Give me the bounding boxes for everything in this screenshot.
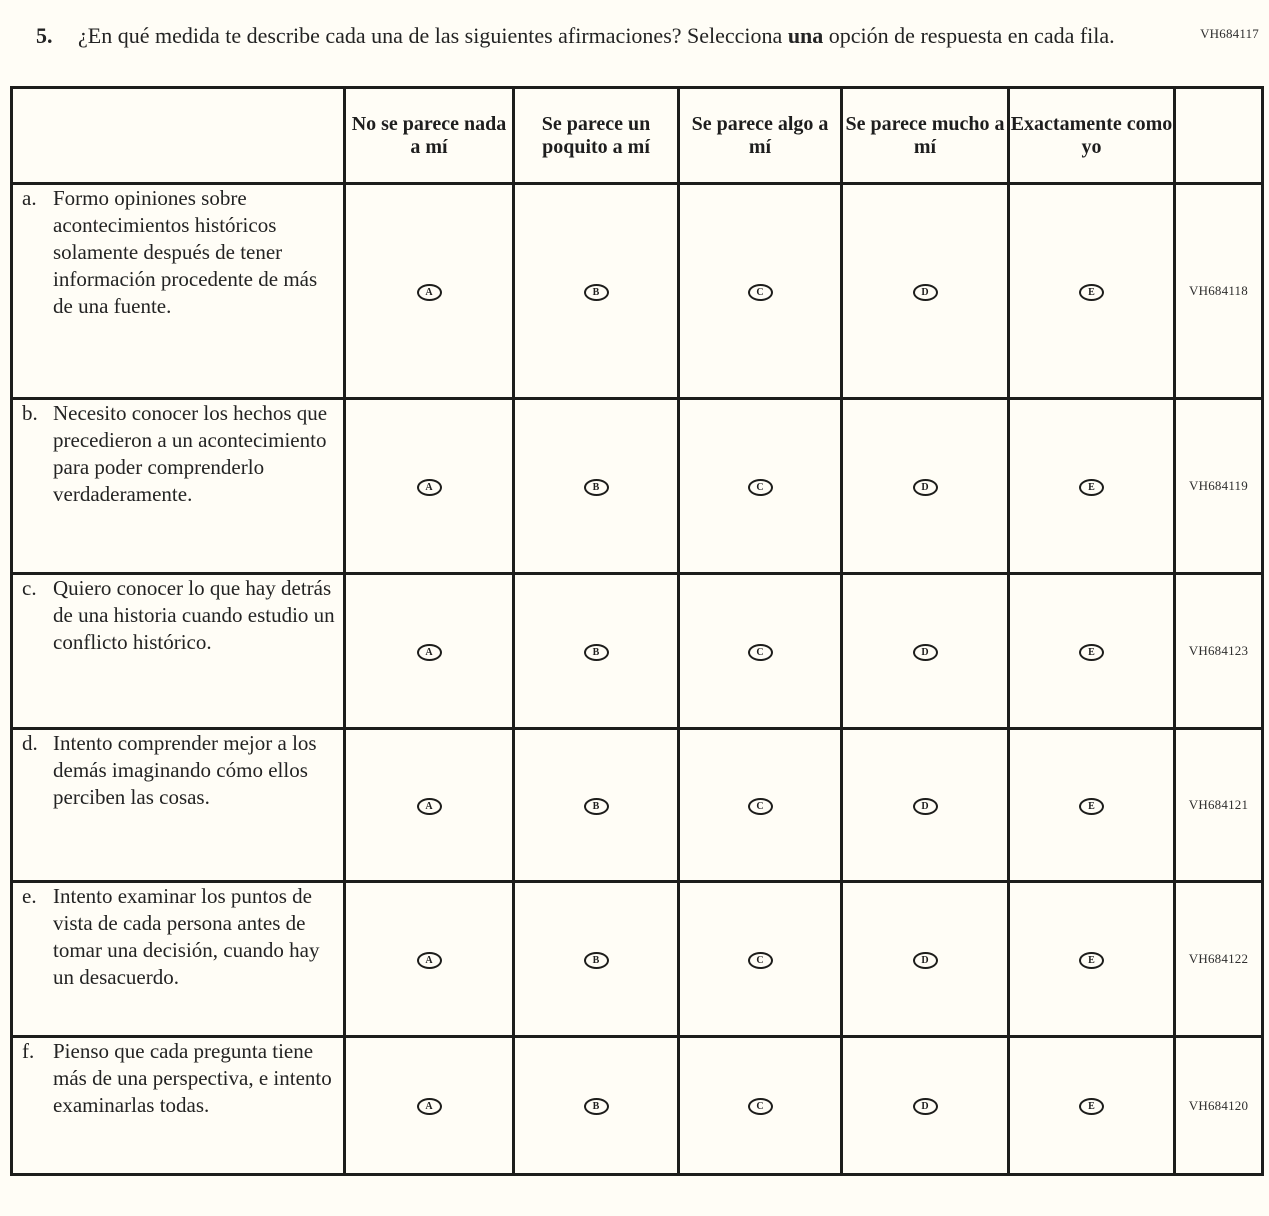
option-cell-a (345, 729, 514, 882)
option-bubble-c[interactable]: C (748, 284, 773, 301)
option-bubble-d[interactable]: D (913, 479, 938, 496)
option-bubble-d[interactable]: D (913, 952, 938, 969)
table-row-a (12, 184, 1263, 399)
option-cell-c (679, 399, 842, 574)
item-code: VH684118 (1175, 184, 1263, 399)
question-block (36, 22, 1136, 49)
statement-text: Necesito conocer los hechos que precedieron a un acontecimiento para poder comprenderlo verdaderamente. (53, 401, 328, 506)
option-cell-d (842, 399, 1009, 574)
option-bubble-b[interactable]: B (584, 1098, 609, 1115)
option-cell-d (842, 574, 1009, 729)
option-bubble-b[interactable]: B (584, 952, 609, 969)
option-bubble-e[interactable]: E (1079, 479, 1104, 496)
option-bubble-b[interactable]: B (584, 479, 609, 496)
header-row (12, 88, 1263, 184)
option-cell-a (345, 882, 514, 1037)
row-letter: c. (22, 576, 37, 600)
option-cell-e (1009, 574, 1175, 729)
question-bold-word: una (787, 23, 824, 48)
table-row-b (12, 399, 1263, 574)
likert-matrix-table (10, 86, 1264, 1176)
option-bubble-b[interactable]: B (584, 644, 609, 661)
option-cell-b (514, 574, 679, 729)
statement-cell (12, 729, 345, 882)
table-row-d (12, 729, 1263, 882)
option-bubble-e[interactable]: E (1079, 798, 1104, 815)
column-header-not-like-me: No se parece nada a mí (345, 88, 514, 184)
option-bubble-c[interactable]: C (748, 644, 773, 661)
option-bubble-e[interactable]: E (1079, 952, 1104, 969)
question-text-after: opción de respuesta en cada fila. (823, 23, 1115, 48)
option-cell-d (842, 729, 1009, 882)
option-bubble-e[interactable]: E (1079, 284, 1104, 301)
header-code-cell (1175, 88, 1263, 184)
option-cell-a (345, 1037, 514, 1175)
statement-text: Pienso que cada pregunta tiene más de una perspectiva, e intento examinarlas todas. (53, 1039, 332, 1117)
option-bubble-a[interactable]: A (417, 798, 442, 815)
option-cell-b (514, 1037, 679, 1175)
question-number: 5. (36, 23, 53, 48)
option-bubble-e[interactable]: E (1079, 644, 1104, 661)
option-bubble-c[interactable]: C (748, 798, 773, 815)
option-cell-b (514, 882, 679, 1037)
row-letter: a. (22, 186, 37, 210)
statement-cell (12, 1037, 345, 1175)
option-cell-d (842, 184, 1009, 399)
option-cell-e (1009, 882, 1175, 1037)
option-cell-c (679, 729, 842, 882)
option-cell-c (679, 574, 842, 729)
option-bubble-b[interactable]: B (584, 284, 609, 301)
option-bubble-a[interactable]: A (417, 284, 442, 301)
option-bubble-d[interactable]: D (913, 798, 938, 815)
statement-text: Intento comprender mejor a los demás imaginando cómo ellos perciben las cosas. (53, 731, 317, 809)
statement-cell (12, 184, 345, 399)
option-cell-e (1009, 1037, 1175, 1175)
table-row-e (12, 882, 1263, 1037)
option-bubble-a[interactable]: A (417, 479, 442, 496)
statement-cell (12, 882, 345, 1037)
column-header-somewhat-like-me: Se parece algo a mí (679, 88, 842, 184)
option-cell-e (1009, 184, 1175, 399)
option-bubble-a[interactable]: A (417, 644, 442, 661)
option-bubble-e[interactable]: E (1079, 1098, 1104, 1115)
column-header-much-like-me: Se parece mucho a mí (842, 88, 1009, 184)
statement-text: Quiero conocer lo que hay detrás de una historia cuando estudio un conflicto histórico. (53, 576, 335, 654)
row-letter: e. (22, 884, 37, 908)
item-code: VH684122 (1175, 882, 1263, 1037)
option-cell-b (514, 184, 679, 399)
option-bubble-c[interactable]: C (748, 479, 773, 496)
row-letter: f. (22, 1039, 35, 1063)
option-bubble-d[interactable]: D (913, 284, 938, 301)
item-code: VH684123 (1175, 574, 1263, 729)
header-corner-cell (12, 88, 345, 184)
option-cell-c (679, 1037, 842, 1175)
option-cell-e (1009, 729, 1175, 882)
option-cell-b (514, 399, 679, 574)
page-accession-code: VH684117 (1200, 26, 1259, 41)
option-cell-d (842, 882, 1009, 1037)
item-code: VH684120 (1175, 1037, 1263, 1175)
row-letter: d. (22, 731, 38, 755)
row-letter: b. (22, 401, 38, 425)
table-row-c (12, 574, 1263, 729)
option-bubble-d[interactable]: D (913, 644, 938, 661)
item-code: VH684119 (1175, 399, 1263, 574)
option-bubble-c[interactable]: C (748, 952, 773, 969)
option-cell-d (842, 1037, 1009, 1175)
option-cell-e (1009, 399, 1175, 574)
column-header-little-like-me: Se parece un poquito a mí (514, 88, 679, 184)
option-cell-b (514, 729, 679, 882)
option-bubble-d[interactable]: D (913, 1098, 938, 1115)
statement-cell (12, 399, 345, 574)
option-bubble-a[interactable]: A (417, 1098, 442, 1115)
option-cell-a (345, 184, 514, 399)
option-cell-c (679, 882, 842, 1037)
column-header-exactly-like-me: Exactamente como yo (1009, 88, 1175, 184)
question-text-before: ¿En qué medida te describe cada una de las siguientes afirmaciones? Selecciona (78, 23, 788, 48)
option-bubble-c[interactable]: C (748, 1098, 773, 1115)
option-cell-a (345, 399, 514, 574)
option-bubble-a[interactable]: A (417, 952, 442, 969)
statement-text: Formo opiniones sobre acontecimientos históricos solamente después de tener información procedente de más de una fuente. (53, 186, 318, 318)
question-text (78, 22, 1136, 49)
option-cell-c (679, 184, 842, 399)
item-code: VH684121 (1175, 729, 1263, 882)
statement-text: Intento examinar los puntos de vista de cada persona antes de tomar una decisión, cuando hay un desacuerdo. (53, 884, 320, 989)
option-cell-a (345, 574, 514, 729)
option-bubble-b[interactable]: B (584, 798, 609, 815)
statement-cell (12, 574, 345, 729)
table-row-f (12, 1037, 1263, 1175)
